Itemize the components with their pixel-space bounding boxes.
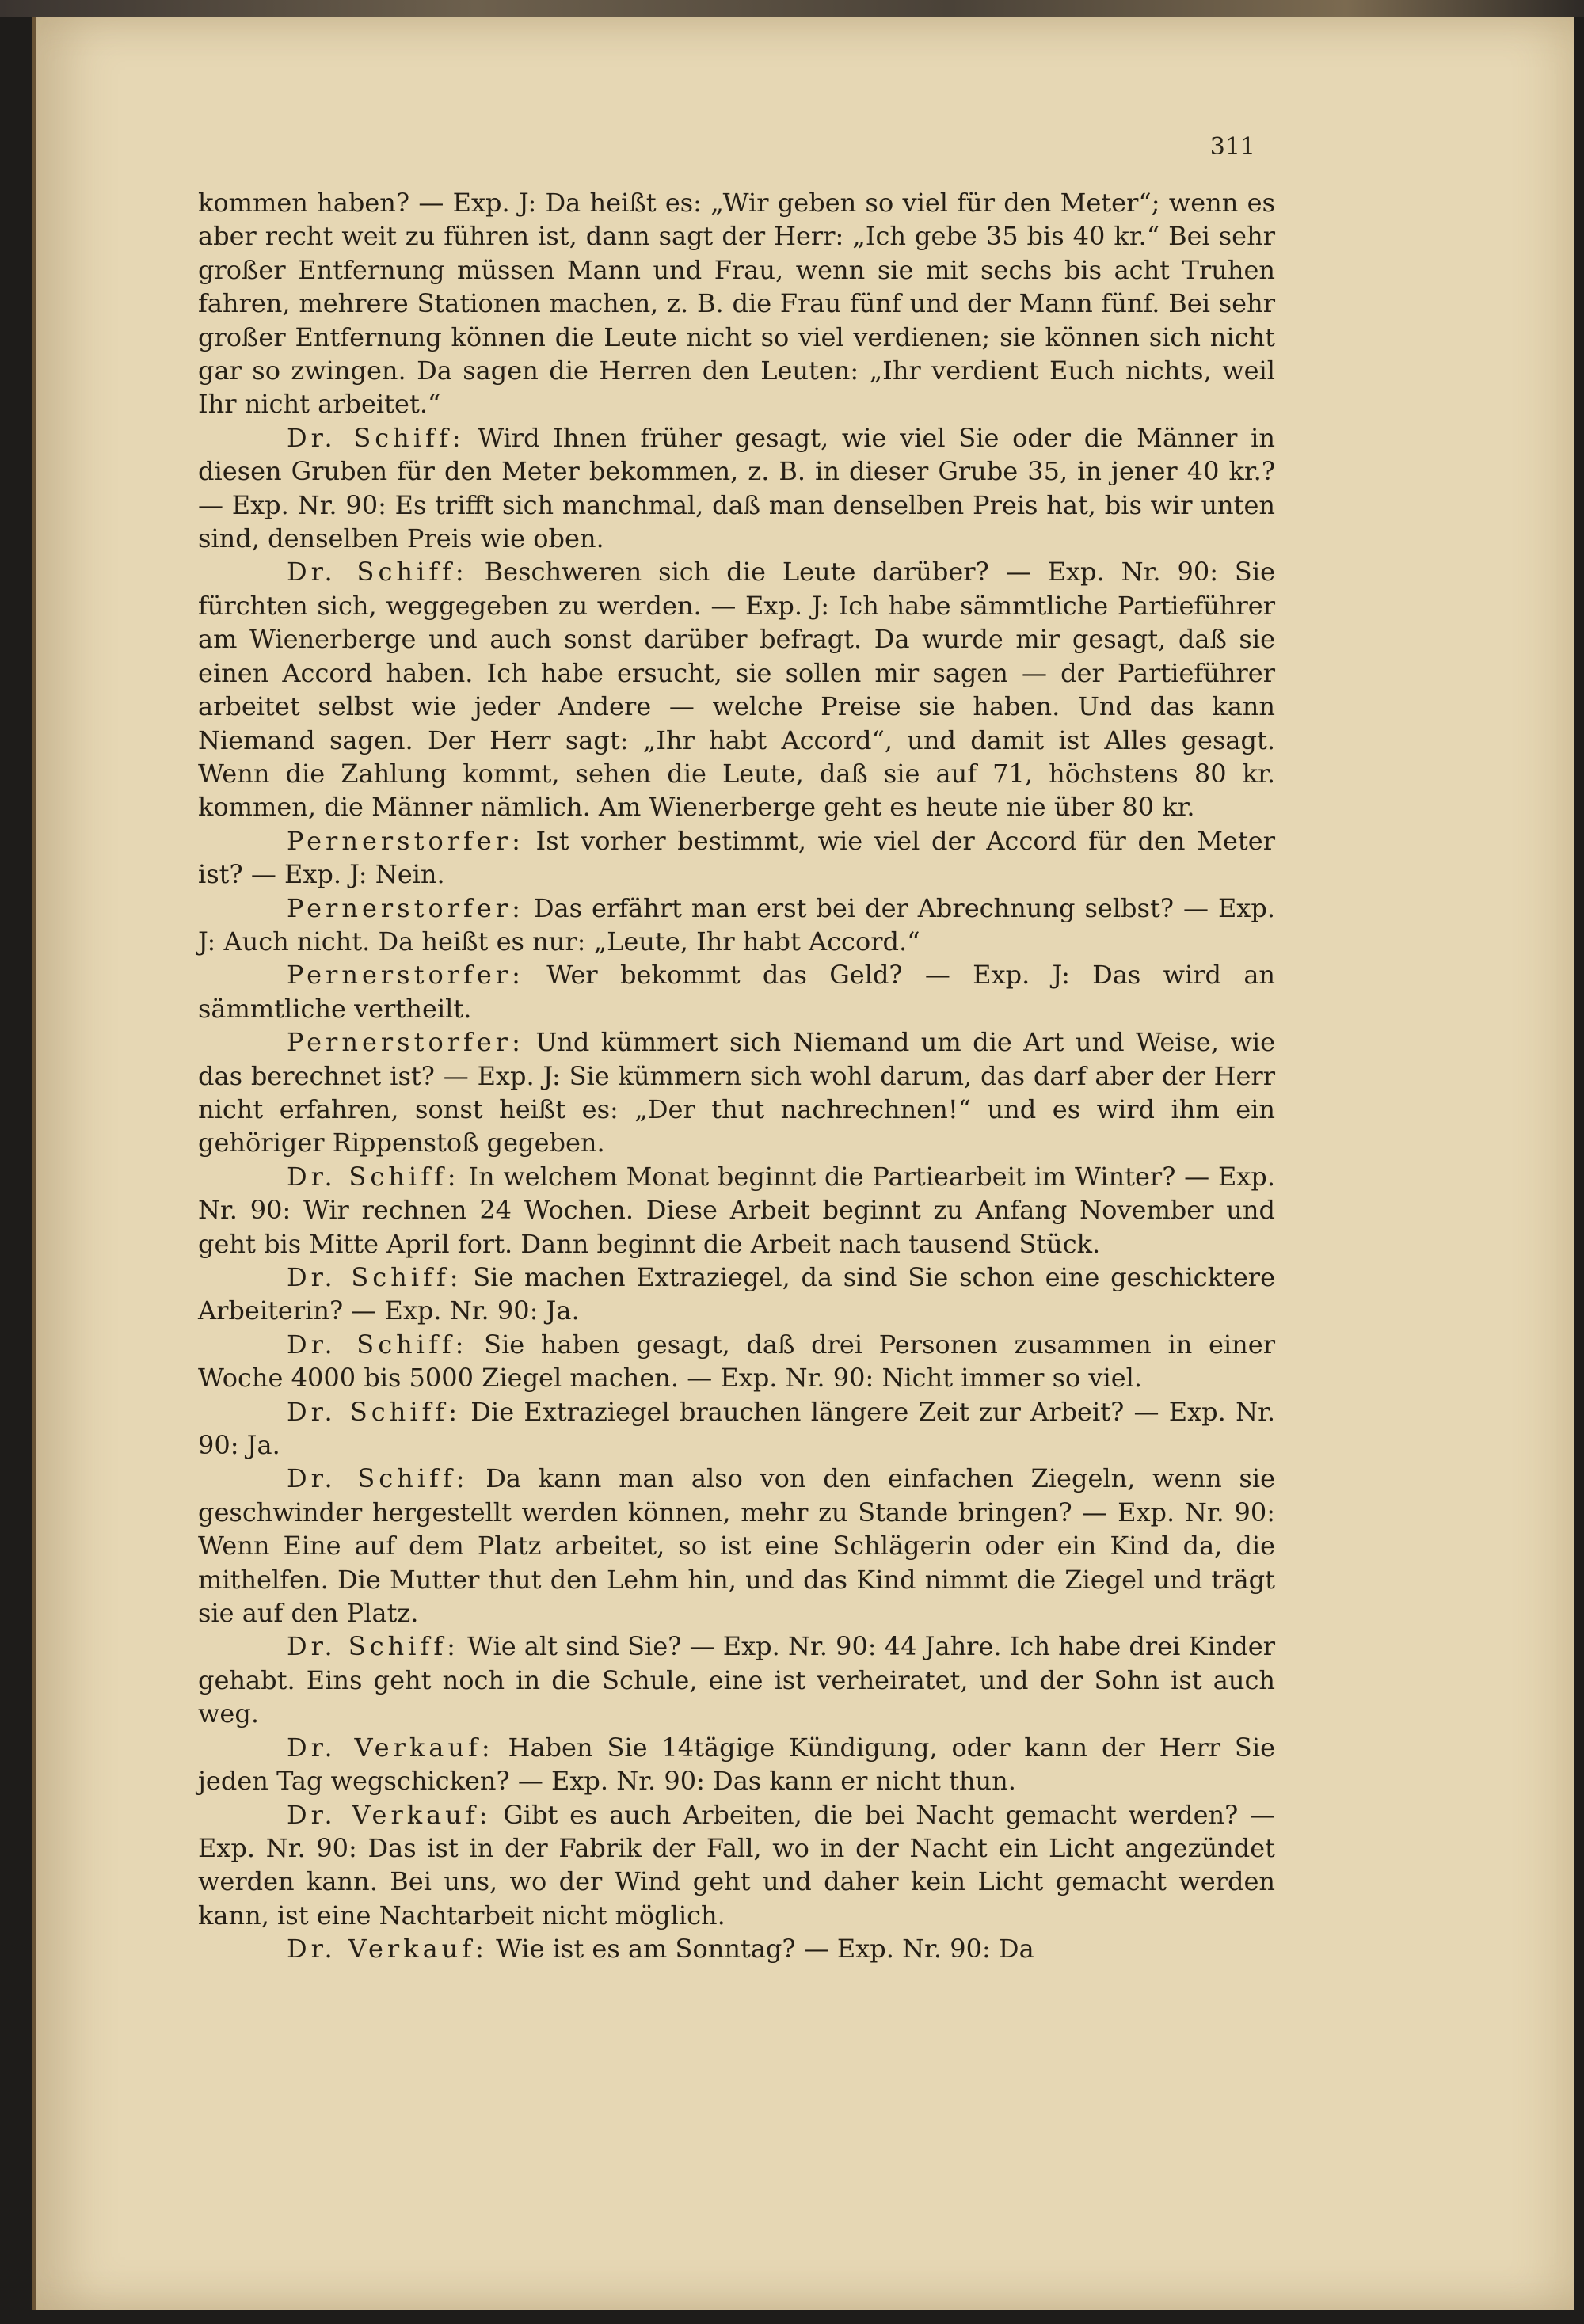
speaker-name: Dr. Schiff: — [287, 1329, 468, 1360]
speaker-name: Dr. Schiff: — [287, 557, 468, 588]
paragraph — [198, 1731, 1275, 1798]
paragraph-text: Ist vorher bestimmt, wie viel der Accord für den Meter ist? — Exp. J: Nein. — [198, 825, 1275, 890]
speaker-name: Pernerstorfer: — [287, 892, 524, 923]
paragraph — [198, 958, 1275, 1025]
paragraph — [198, 555, 1275, 823]
paragraph — [198, 1025, 1275, 1160]
paragraph-text: Wie alt sind Sie? — Exp. Nr. 90: 44 Jahre. Ich habe drei Kinder gehabt. Eins geht noch in die Schule, eine ist verheiratet, und der Sohn ist auch weg. — [198, 1631, 1276, 1729]
paragraph — [198, 186, 1275, 421]
paragraph — [198, 1160, 1275, 1261]
speaker-name: Dr. Verkauf: — [287, 1934, 488, 1965]
speaker-name: Dr. Verkauf: — [287, 1799, 492, 1830]
paragraph — [198, 1630, 1275, 1730]
speaker-name: Dr. Verkauf: — [287, 1732, 494, 1763]
paragraph — [198, 824, 1275, 892]
speaker-name: Dr. Schiff: — [287, 422, 465, 453]
speaker-name: Dr. Schiff: — [287, 1262, 463, 1292]
speaker-name: Dr. Schiff: — [287, 1463, 469, 1494]
paragraph — [198, 892, 1275, 959]
paragraph-text: In welchem Monat beginnt die Partiearbeit im Winter? — Exp. Nr. 90: Wir rechnen 24 Wochen. Diese Arbeit beginnt zu Anfang November und geht bis Mitte April fort. Dann beginnt die Arbeit nach tausend Stück. — [198, 1161, 1276, 1259]
speaker-name: Pernerstorfer: — [287, 825, 524, 856]
paragraph — [198, 1395, 1275, 1462]
paragraph — [198, 1328, 1275, 1395]
speaker-name: Dr. Schiff: — [287, 1631, 459, 1662]
paragraph-text: Wird Ihnen früher gesagt, wie viel Sie oder die Männer in diesen Gruben für den Meter bekommen, z. B. in dieser Grube 35, in jener 40 kr.? — Exp. Nr. 90: Es trifft sich manchmal, daß man denselben Preis hat, bis wir unten sind, denselben Preis wie oben. — [198, 422, 1276, 554]
paragraph — [198, 1798, 1275, 1933]
paragraph-text: Da kann man also von den einfachen Ziegeln, wenn sie geschwinder hergestellt werden können, mehr zu Stande bringen? — Exp. Nr. 90: Wenn Eine auf dem Platz arbeitet, so ist eine Schlägerin oder ein Kind da, die mithelfen. Die Mutter thut den Lehm hin, und das Kind nimmt die Ziegel und trägt sie auf den Platz. — [198, 1463, 1276, 1629]
paragraph-text: kommen haben? — Exp. J: Da heißt es: „Wir geben so viel für den Meter“; wenn es aber recht weit zu führen ist, dann sagt der Herr: „Ich gebe 35 bis 40 kr.“ Bei sehr großer Entfernung müssen Mann und Frau, wenn sie mit sechs bis acht Truhen fahren, mehrere Stationen machen, z. B. die Frau fünf und der Mann fünf. Bei sehr großer Entfernung können die Leute nicht so viel verdienen; sie können sich nicht gar so zwingen. Da sagen die Herren den Leuten: „Ihr verdient Euch nichts, weil Ihr nicht arbeitet.“ — [198, 188, 1275, 420]
paragraph-text: Wie ist es am Sonntag? — Exp. Nr. 90: Da — [496, 1934, 1034, 1965]
paragraph-text: Gibt es auch Arbeiten, die bei Nacht gemacht werden? — Exp. Nr. 90: Das ist in der Fabrik der Fall, wo in der Nacht ein Licht angezündet werden kann. Bei uns, wo der Wind geht und daher kein Licht gemacht werden kann, ist eine Nachtarbeit nicht möglich. — [198, 1799, 1276, 1930]
paragraph-text: Wer bekommt das Geld? — Exp. J: Das wird an sämmtliche vertheilt. — [198, 960, 1276, 1024]
paragraph — [198, 1462, 1275, 1630]
speaker-name: Pernerstorfer: — [287, 1027, 524, 1058]
body-text — [198, 186, 1275, 1966]
paragraph-text: Beschweren sich die Leute darüber? — Exp. Nr. 90: Sie fürchten sich, weggegeben zu werden. — Exp. J: Ich habe sämmtliche Partieführer am Wienerberge und auch sonst darüber befragt. Da wurde mir gesagt, daß sie einen Accord haben. Ich habe ersucht, sie sollen mir sagen — der Partieführer arbeitet selbst wie jeder Andere — welche Preise sie haben. Und das kann Niemand sagen. Der Herr sagt: „Ihr habt Accord“, und damit ist Alles gesagt. Wenn die Zahlung kommt, sehen die Leute, daß sie auf 71, höchstens 80 kr. kommen, die Männer nämlich. Am Wienerberge geht es heute nie über 80 kr. — [198, 557, 1276, 823]
paragraph-text: Sie machen Extraziegel, da sind Sie schon eine geschicktere Arbeiterin? — Exp. Nr. 90: Ja. — [198, 1262, 1276, 1326]
paragraph-text: Haben Sie 14tägige Kündigung, oder kann der Herr Sie jeden Tag wegschicken? — Exp. Nr. 90: Das kann er nicht thun. — [198, 1732, 1276, 1797]
paragraph-text: Das erfährt man erst bei der Abrechnung selbst? — Exp. J: Auch nicht. Da heißt es nur: „Leute, Ihr habt Accord.“ — [198, 892, 1276, 957]
book-top-edge — [0, 0, 1584, 17]
paragraph-text: Sie haben gesagt, daß drei Personen zusammen in einer Woche 4000 bis 5000 Ziegel machen. — Exp. Nr. 90: Nicht immer so viel. — [198, 1329, 1276, 1394]
paragraph — [198, 421, 1275, 556]
paragraph-text: Und kümmert sich Niemand um die Art und Weise, wie das berechnet ist? — Exp. J: Sie kümmern sich wohl darum, das darf aber der Herr nicht erfahren, sonst heißt es: „Der thut nachrechnen!“ und es wird ihm ein gehöriger Rippenstoß gegeben. — [198, 1027, 1276, 1158]
paragraph-text: Die Extraziegel brauchen längere Zeit zur Arbeit? — Exp. Nr. 90: Ja. — [198, 1396, 1276, 1461]
speaker-name: Dr. Schiff: — [287, 1161, 460, 1192]
paragraph — [198, 1261, 1275, 1328]
page-number: 311 — [1209, 133, 1255, 161]
speaker-name: Dr. Schiff: — [287, 1396, 462, 1427]
speaker-name: Pernerstorfer: — [287, 960, 524, 991]
paragraph — [198, 1932, 1275, 1965]
